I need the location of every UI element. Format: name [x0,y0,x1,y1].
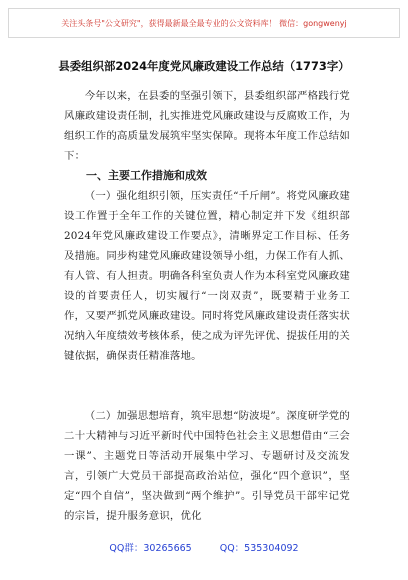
document-title: 县委组织部2024年度党风廉政建设工作总结（1773字） [58,59,350,73]
section-heading: 一、主要工作措施和成效 [86,169,207,182]
header-banner [8,8,400,38]
qq-contact-text: QQ：535304092 [219,543,299,554]
intro-paragraph: 今年以来，在县委的坚强引领下，县委组织部严格践行党风廉政建设责任制，扎实推进党风廉政建设与反腐败工作，为组织工作的高质量发展筑牢坚实保障。现将本年度工作总结如下： [64,90,350,162]
qq-group-text: QQ群：30265665 [109,543,192,554]
subsection-paragraph-2: （二）加强思想培育，筑牢思想“防波堤”。深度研学党的二十大精神与习近平新时代中国特色社会主义思想借由“三会一课”、主题党日等活动开展集中学习、专题研讨及交流发言，引领广大党员干部提高政治站位，强化“四个意识”，坚定“四个自信”，坚决做到“两个维护”。引导党员干部牢记党的宗旨，提升服务意识，优化 [64,410,350,522]
subsection-paragraph-1: （一）强化组织引领，压实责任“千斤闸”。将党风廉政建设工作置于全年工作的关键位置，精心制定并下发《组织部2024年党风廉政建设工作要点》，清晰界定工作目标、任务及措施。同步构建党风廉政建设领导小组，力保工作有人抓、有人管、有人担责。明确各科室负责人作为本科室党风廉政建设的首要责任人，切实履行“一岗双责”，既要精于业务工作，又要严抓党风廉政建设。同时将党风廉政建设责任落实状况纳入年度绩效考核体系，使之成为评先评优、提拔任用的关键依据，确保责任精准落地。 [64,190,350,362]
banner-text: 关注头条号"公文研究"，获得最新最全最专业的公文资料库！ 微信：gongwenyj [61,18,347,28]
footer [0,540,408,554]
